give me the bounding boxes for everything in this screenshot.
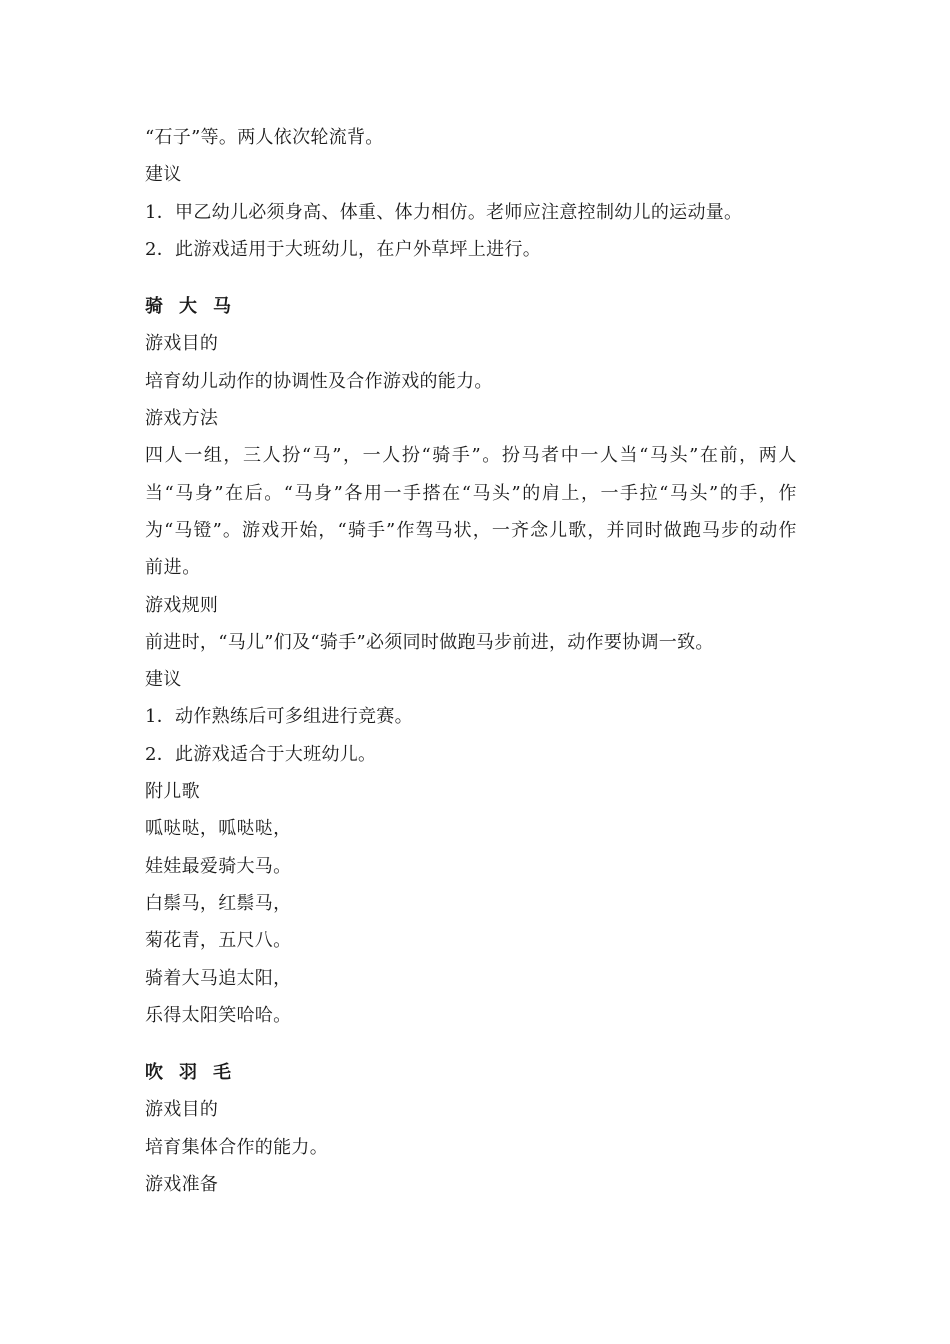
- section-title-horse: 骑大马: [145, 296, 247, 318]
- goal-label: 游戏目的: [145, 1099, 219, 1121]
- song-line: 菊花青，五尺八。: [145, 930, 292, 952]
- song-line: 娃娃最爱骑大马。: [145, 855, 292, 877]
- song-line: 白鬃马，红鬃马，: [145, 892, 292, 914]
- song-line: 乐得太阳笑哈哈。: [145, 1004, 292, 1026]
- prep-label: 游戏准备: [145, 1174, 219, 1196]
- advice-label: 建议: [145, 164, 182, 186]
- section-spacer: [145, 268, 815, 288]
- rules-text: 前进时，“马儿”们及“骑手”必须同时做跑马步前进，动作要协调一致。: [145, 631, 714, 653]
- goal-text: 培育幼儿动作的协调性及合作游戏的能力。: [145, 370, 493, 392]
- method-text: 四人一组，三人扮“马”，一人扮“骑手”。扮马者中一人当“马头”在前，两人当“马身”在后。“马身”各用一手搭在“马头”的肩上，一手拉“马头”的手，作为“马镫”。游戏开始，“骑手”作驾马状，一齐念儿歌，并同时做跑马步的动作前进。: [145, 445, 797, 579]
- rules-label: 游戏规则: [145, 594, 219, 616]
- song-line: 呱哒哒，呱哒哒，: [145, 818, 292, 840]
- song-label: 附儿歌: [145, 781, 200, 803]
- section-spacer: [145, 1034, 815, 1054]
- section-title-feather: 吹羽毛: [145, 1062, 247, 1084]
- method-label: 游戏方法: [145, 408, 219, 430]
- song-line: 骑着大马追太阳，: [145, 967, 292, 989]
- advice-item: 2．此游戏适合于大班幼儿。: [145, 743, 377, 765]
- text-line: “石子”等。两人依次轮流背。: [145, 127, 384, 148]
- advice-label: 建议: [145, 669, 182, 691]
- advice-item: 1．动作熟练后可多组进行竞赛。: [145, 706, 413, 728]
- goal-text: 培育集体合作的能力。: [145, 1136, 328, 1158]
- advice-item: 1．甲乙幼儿必须身高、体重、体力相仿。老师应注意控制幼儿的运动量。: [145, 201, 743, 223]
- document-page: [145, 119, 815, 1203]
- advice-item: 2．此游戏适用于大班幼儿，在户外草坪上进行。: [145, 238, 542, 260]
- goal-label: 游戏目的: [145, 333, 219, 355]
